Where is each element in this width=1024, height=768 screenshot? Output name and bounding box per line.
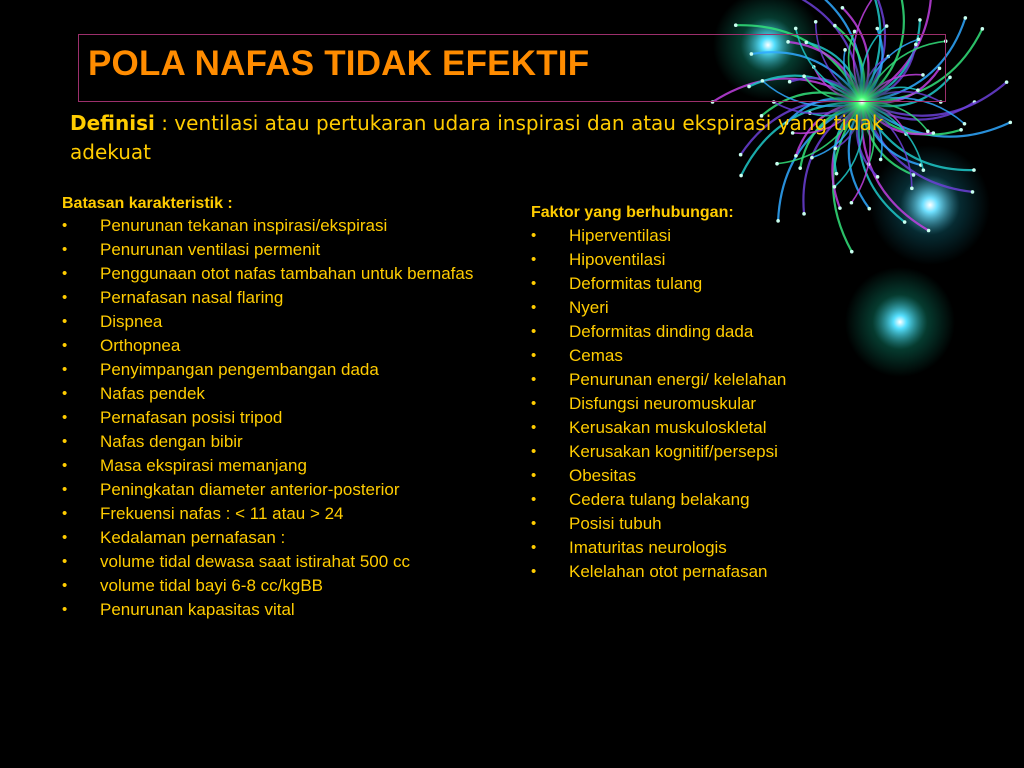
bullet-icon: •	[62, 313, 68, 330]
list-item	[531, 371, 851, 389]
list-item	[62, 457, 482, 474]
bullet-icon: •	[62, 361, 68, 378]
list-item-text: Posisi tubuh	[569, 514, 662, 533]
list-item-text: volume tidal bayi 6-8 cc/kgBB	[100, 576, 323, 595]
bullet-icon: •	[531, 299, 537, 316]
list-item	[531, 227, 851, 245]
list-item-text: Disfungsi neuromuskular	[569, 394, 757, 413]
list-item-text: Dispnea	[100, 312, 163, 331]
bullet-icon: •	[531, 563, 537, 580]
bullet-icon: •	[531, 467, 537, 484]
list-item	[62, 409, 482, 426]
bullet-icon: •	[62, 505, 68, 522]
list-item-text: Penurunan tekanan inspirasi/ekspirasi	[100, 216, 388, 235]
definition-term: Definisi	[70, 111, 155, 135]
left-column-heading: Batasan karakteristik :	[62, 195, 233, 212]
left-column	[62, 194, 482, 625]
list-item-text: Kedalaman pernafasan :	[100, 528, 286, 547]
list-item-text: volume tidal dewasa saat istirahat 500 cc	[100, 552, 410, 571]
list-item	[62, 337, 482, 354]
list-item-text: Kerusakan muskuloskletal	[569, 418, 767, 437]
list-item	[531, 491, 851, 509]
bullet-icon: •	[62, 481, 68, 498]
list-item-text: Deformitas tulang	[569, 274, 703, 293]
bullet-icon: •	[531, 275, 537, 292]
bullet-icon: •	[62, 289, 68, 306]
list-item-text: Deformitas dinding dada	[569, 322, 754, 341]
list-item	[531, 347, 851, 365]
bullet-icon: •	[531, 491, 537, 508]
bullet-icon: •	[62, 457, 68, 474]
list-item-text: Nyeri	[569, 298, 609, 317]
list-item-text: Frekuensi nafas : < 11 atau > 24	[100, 504, 344, 523]
definition-body: : ventilasi atau pertukaran udara inspirasi dan atau ekspirasi yang tidak adekuat	[70, 111, 884, 164]
bullet-icon: •	[62, 577, 68, 594]
list-item	[62, 289, 482, 306]
bullet-icon: •	[531, 323, 537, 340]
list-item-text: Hiperventilasi	[569, 226, 672, 245]
list-item-text: Kerusakan kognitif/persepsi	[569, 442, 778, 461]
bullet-icon: •	[531, 443, 537, 460]
list-item	[62, 553, 482, 570]
bullet-icon: •	[62, 553, 68, 570]
bullet-icon: •	[62, 409, 68, 426]
list-item	[62, 433, 482, 450]
characteristics-list	[62, 217, 482, 618]
list-item	[62, 577, 482, 594]
list-item-text: Pernafasan nasal flaring	[100, 288, 284, 307]
list-item	[62, 217, 482, 234]
list-item	[531, 419, 851, 437]
bullet-icon: •	[531, 395, 537, 412]
bullet-icon: •	[62, 265, 68, 282]
list-item-text: Masa ekspirasi memanjang	[100, 456, 307, 475]
bullet-icon: •	[62, 433, 68, 450]
bullet-icon: •	[62, 337, 68, 354]
list-item-text: Penurunan ventilasi permenit	[100, 240, 321, 259]
list-item-text: Penyimpangan pengembangan dada	[100, 360, 379, 379]
list-item	[62, 361, 482, 378]
list-item	[531, 299, 851, 317]
list-item	[62, 601, 482, 618]
bullet-icon: •	[531, 371, 537, 388]
list-item-text: Nafas dengan bibir	[100, 432, 243, 451]
right-column-heading: Faktor yang berhubungan:	[531, 204, 734, 221]
list-item	[531, 515, 851, 533]
list-item	[62, 385, 482, 402]
bullet-icon: •	[62, 217, 68, 234]
bullet-icon: •	[62, 385, 68, 402]
list-item-text: Penurunan energi/ kelelahan	[569, 370, 787, 389]
list-item	[531, 539, 851, 557]
list-item	[62, 529, 482, 546]
list-item	[531, 563, 851, 581]
list-item	[531, 251, 851, 269]
glow-orb	[845, 267, 955, 377]
bullet-icon: •	[531, 347, 537, 364]
related-factors-list	[531, 227, 851, 581]
bullet-icon: •	[531, 515, 537, 532]
list-item	[62, 505, 482, 522]
list-item	[62, 481, 482, 498]
bullet-icon: •	[531, 539, 537, 556]
list-item-text: Nafas pendek	[100, 384, 205, 403]
bullet-icon: •	[62, 601, 68, 618]
bullet-icon: •	[531, 251, 537, 268]
bullet-icon: •	[62, 529, 68, 546]
list-item-text: Orthopnea	[100, 336, 181, 355]
list-item-text: Pernafasan posisi tripod	[100, 408, 283, 427]
list-item-text: Kelelahan otot pernafasan	[569, 562, 768, 581]
list-item-text: Penggunaan otot nafas tambahan untuk bernafas	[100, 264, 474, 283]
list-item-text: Imaturitas neurologis	[569, 538, 727, 557]
right-column	[531, 203, 851, 587]
list-item	[531, 467, 851, 485]
list-item	[62, 313, 482, 330]
bullet-icon: •	[62, 241, 68, 258]
list-item	[531, 443, 851, 461]
bullet-icon: •	[531, 419, 537, 436]
list-item-text: Cedera tulang belakang	[569, 490, 750, 509]
list-item-text: Penurunan kapasitas vital	[100, 600, 295, 619]
definition-text	[70, 109, 950, 167]
list-item	[531, 323, 851, 341]
list-item-text: Peningkatan diameter anterior-posterior	[100, 480, 400, 499]
slide-title: POLA NAFAS TIDAK EFEKTIF	[88, 44, 590, 83]
bullet-icon: •	[531, 227, 537, 244]
list-item	[62, 265, 482, 282]
list-item	[531, 275, 851, 293]
list-item-text: Hipoventilasi	[569, 250, 666, 269]
list-item-text: Obesitas	[569, 466, 637, 485]
list-item	[62, 241, 482, 258]
list-item-text: Cemas	[569, 346, 623, 365]
list-item	[531, 395, 851, 413]
